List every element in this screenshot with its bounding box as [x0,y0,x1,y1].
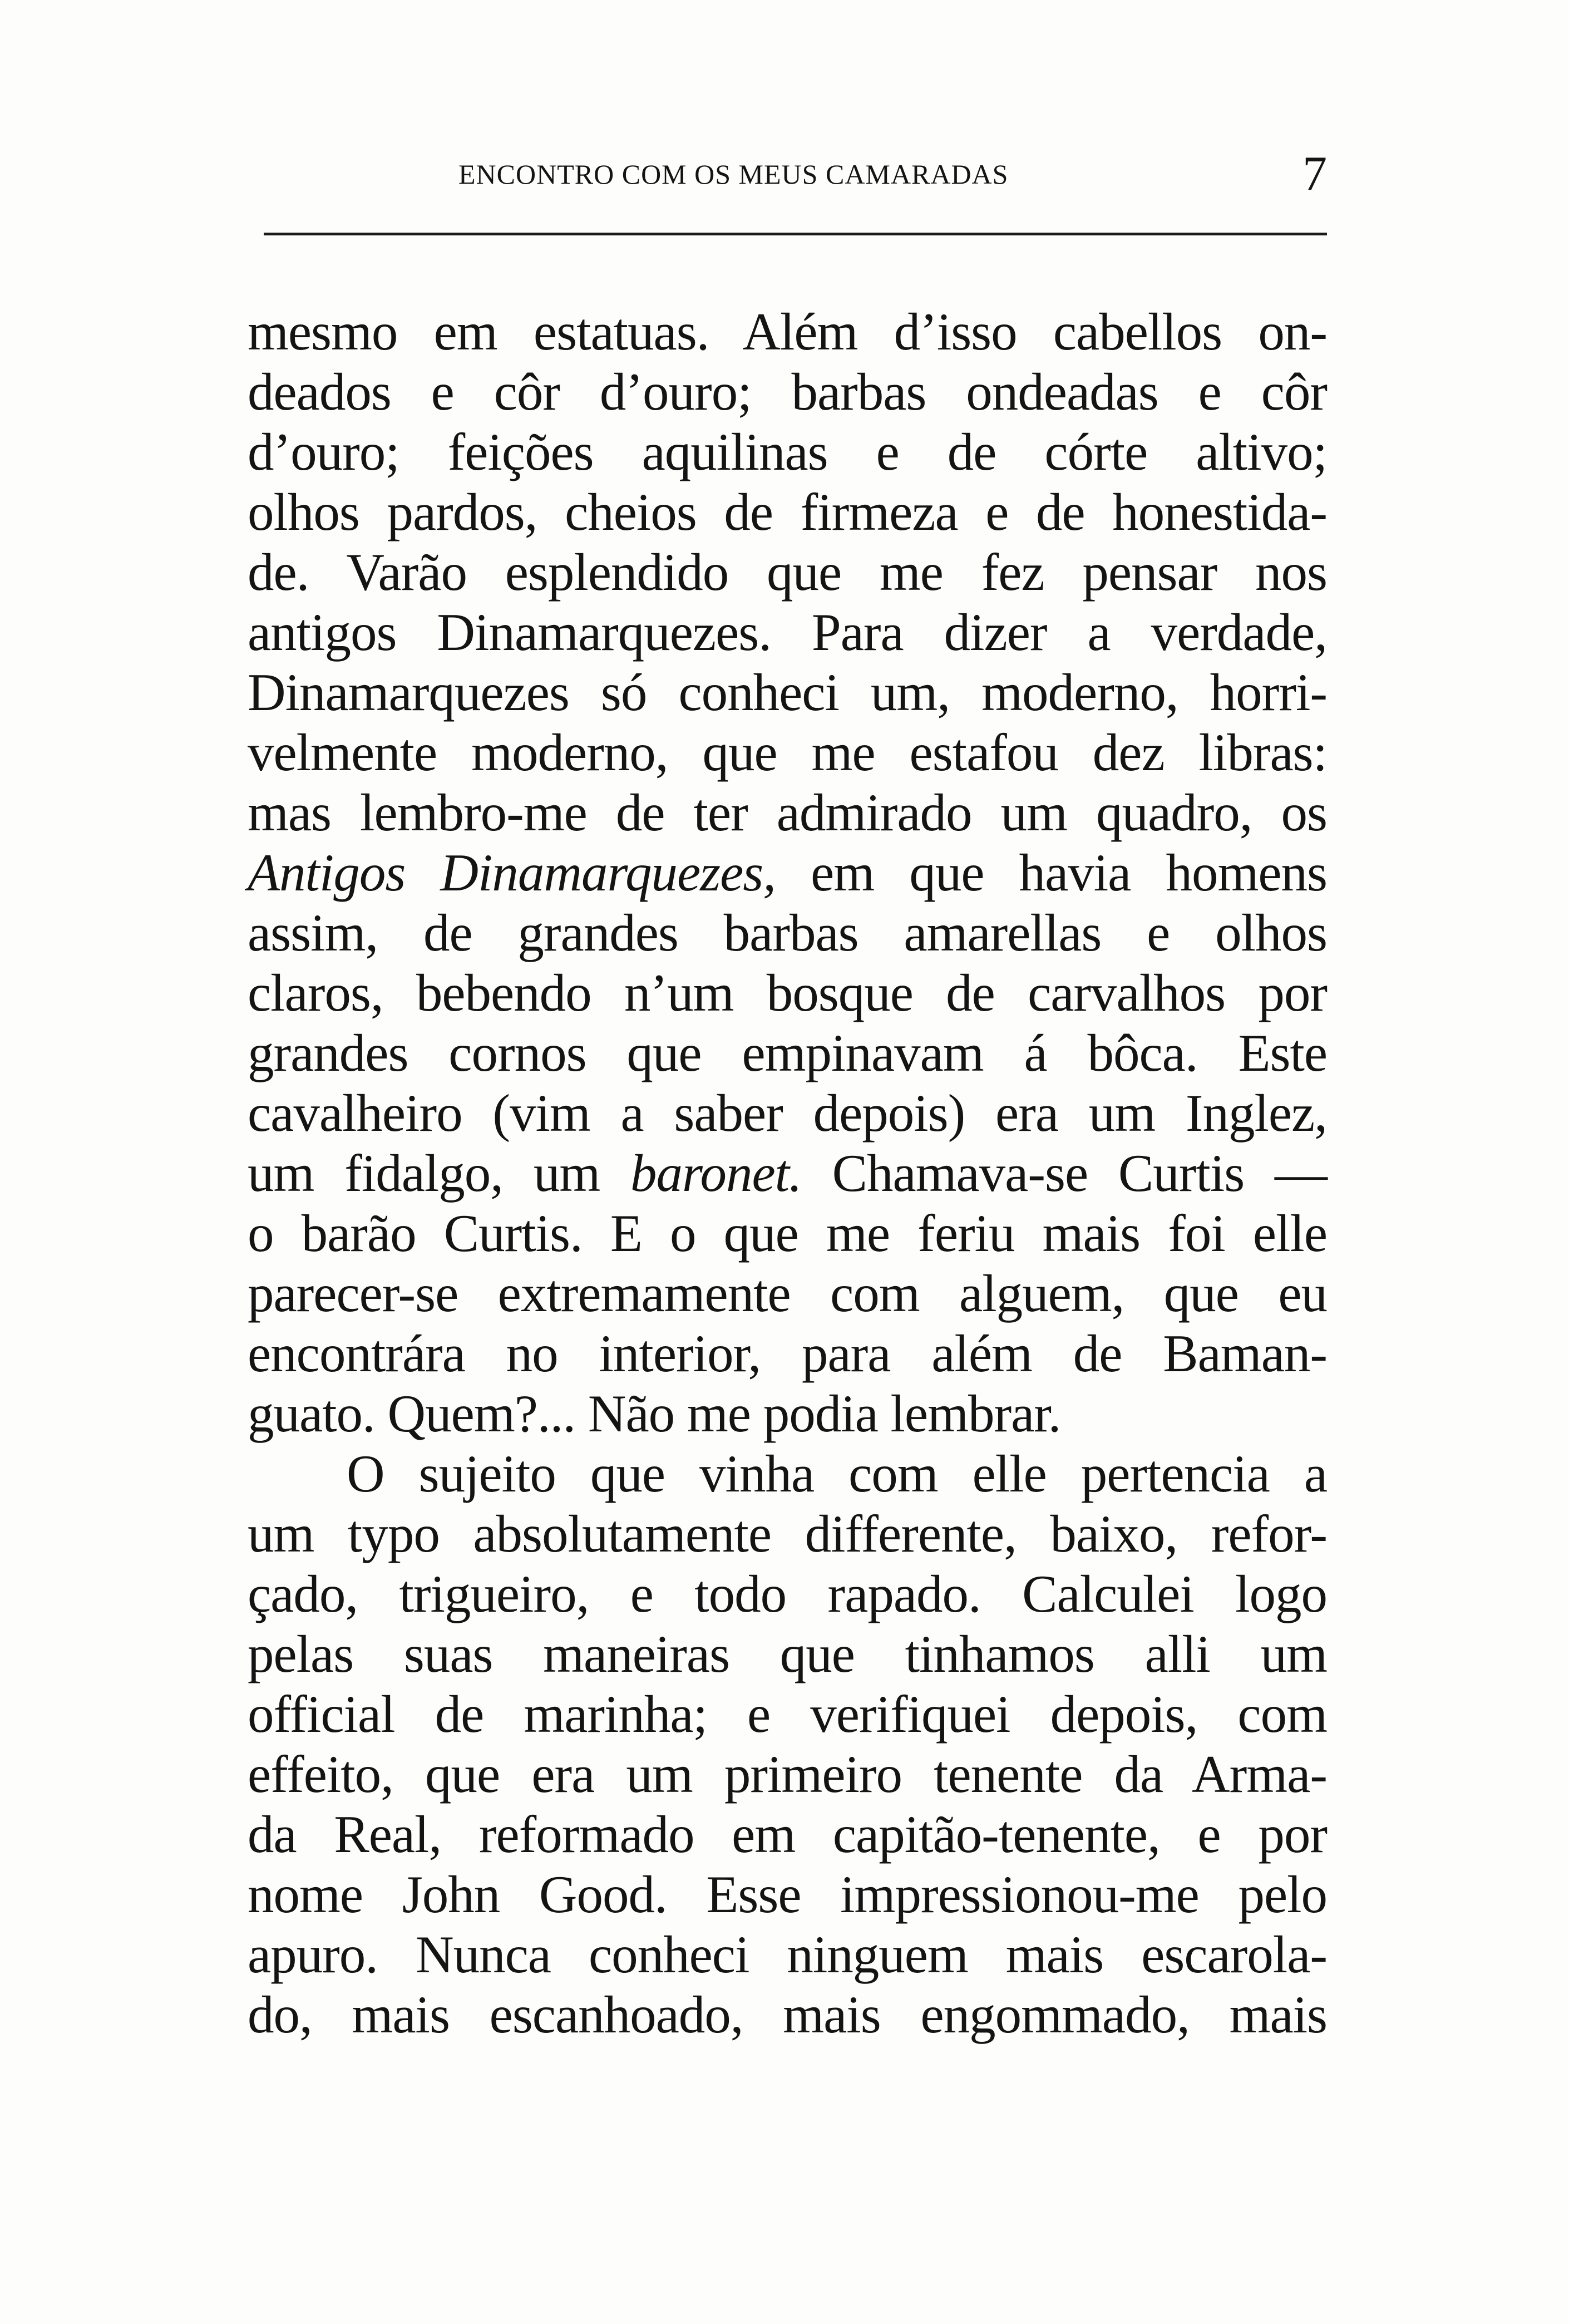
text-line [248,963,1327,1023]
text-segment: encontrára no interior, para além de Baman- [248,1324,1327,1383]
text-segment: antigos Dinamarquezes. Para dizer a verdade, [248,603,1327,662]
text-line [248,1684,1327,1744]
text-line [248,1744,1327,1804]
text-segment: olhos pardos, cheios de firmeza e de honestida- [248,482,1327,541]
text-line [248,903,1327,963]
italic-text: Antigos Dinamarquezes, [248,843,776,902]
text-line [248,1504,1327,1564]
text-segment: deados e côr d’ouro; barbas ondeadas e côr [248,362,1327,421]
text-segment: pelas suas maneiras que tinhamos alli um [248,1624,1327,1683]
text-line [248,782,1327,843]
text-line [248,1323,1327,1383]
text-line [248,422,1327,482]
text-line [248,1444,1327,1504]
text-segment: um typo absolutamente differente, baixo, refor- [248,1504,1327,1563]
text-segment: official de marinha; e verifiquei depois, com [248,1685,1327,1744]
text-segment: grandes cornos que empinavam á bôca. Este [248,1023,1327,1082]
text-segment: o barão Curtis. E o que me feriu mais foi elle [248,1204,1327,1263]
text-segment: Chamava-se Curtis — [801,1144,1327,1203]
text-line [248,1023,1327,1083]
text-line [248,1924,1327,1985]
text-line [248,1083,1327,1143]
text-segment: parecer-se extremamente com alguem, que eu [248,1264,1327,1323]
text-line [248,1804,1327,1864]
text-segment: assim, de grandes barbas amarellas e olhos [248,903,1327,962]
text-segment: O sujeito que vinha com elle pertencia a [347,1444,1327,1503]
text-line [248,362,1327,422]
text-line [248,1263,1327,1323]
text-line [248,1564,1327,1624]
italic-text: baronet. [630,1144,802,1203]
running-title: ENCONTRO COM OS MEUS CAMARADAS [458,159,1009,190]
page-number: 7 [1302,147,1327,201]
text-line [248,1985,1327,2045]
body-text [248,302,1327,2045]
text-line [248,843,1327,903]
text-segment: effeito, que era um primeiro tenente da Arma- [248,1745,1327,1804]
text-line [248,1383,1327,1444]
text-segment: çado, trigueiro, e todo rapado. Calculei logo [248,1564,1327,1623]
text-segment: cavalheiro (vim a saber depois) era um Inglez, [248,1084,1327,1143]
text-line [248,662,1327,722]
text-segment: claros, bebendo n’um bosque de carvalhos por [248,963,1327,1022]
text-line [248,482,1327,542]
text-line [248,302,1327,362]
text-segment: em que havia homens [776,843,1327,902]
text-line [248,542,1327,602]
text-segment: guato. Quem?... Não me podia lembrar. [248,1384,1061,1443]
text-segment: um fidalgo, um [248,1144,631,1203]
text-segment: mas lembro-me de ter admirado um quadro, os [248,783,1327,842]
text-segment: do, mais escanhoado, mais engommado, mais [248,1985,1327,2044]
text-segment: apuro. Nunca conheci ninguem mais escarola- [248,1925,1327,1984]
text-segment: de. Varão esplendido que me fez pensar nos [248,543,1327,602]
text-segment: mesmo em estatuas. Além d’isso cabellos on- [248,302,1327,361]
text-segment: da Real, reformado em capitão-tenente, e por [248,1805,1327,1864]
text-segment: nome John Good. Esse impressionou-me pelo [248,1865,1327,1924]
text-line [248,1143,1327,1203]
header-rule [264,233,1327,235]
text-line [248,1864,1327,1924]
text-line [248,1203,1327,1263]
text-segment: Dinamarquezes só conheci um, moderno, horri- [248,663,1327,722]
text-line [248,1624,1327,1684]
text-segment: d’ouro; feições aquilinas e de córte altivo; [248,422,1327,481]
text-line [248,602,1327,662]
text-segment: velmente moderno, que me estafou dez libras: [248,723,1327,782]
text-line [248,722,1327,782]
running-head [264,146,1327,201]
